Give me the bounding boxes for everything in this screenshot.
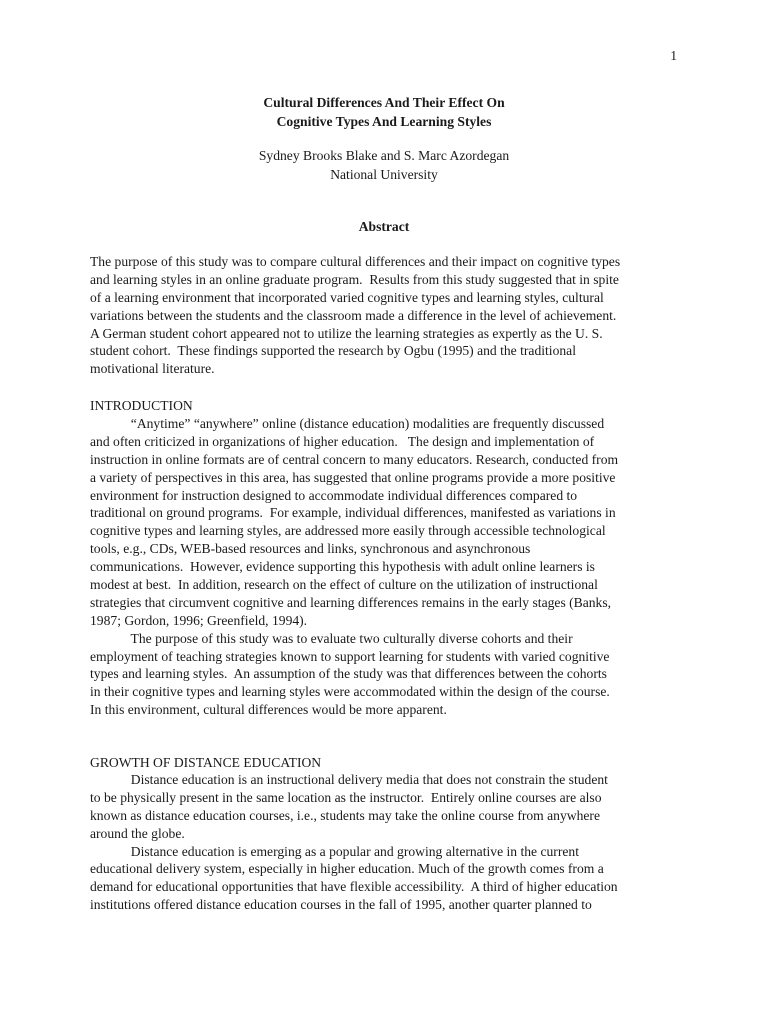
text-line: communications. However, evidence supporting this hypothesis with adult online learners is	[90, 559, 595, 575]
text-line: The purpose of this study was to evaluate two culturally diverse cohorts and their	[90, 630, 573, 646]
page-number: 1	[670, 48, 677, 63]
text-line: “Anytime” “anywhere” online (distance education) modalities are frequently discussed	[90, 416, 605, 431]
text-line: modest at best. In addition, research on the effect of culture on the utilization of instructional	[90, 577, 598, 593]
text-line: motivational literature.	[90, 361, 215, 377]
text-line: student cohort. These findings supported the research by Ogbu (1995) and the traditional	[90, 343, 576, 359]
introduction-heading: INTRODUCTION	[90, 398, 193, 413]
text-line: and learning styles in an online graduate program. Results from this study suggested that in spite	[90, 271, 619, 287]
text-line: 1987; Gordon, 1996; Greenfield, 1994).	[90, 612, 308, 628]
text-line: around the globe.	[90, 825, 185, 841]
text-line: A German student cohort appeared not to utilize the learning strategies as expertly as the U. S.	[90, 325, 603, 341]
growth-heading: GROWTH OF DISTANCE EDUCATION	[90, 755, 322, 770]
text-line: known as distance education courses, i.e., students may take the online course from anywhere	[90, 807, 600, 823]
text-line: In this environment, cultural differences would be more apparent.	[90, 702, 447, 718]
text-line: tools, e.g., CDs, WEB-based resources and links, synchronous and asynchronous	[90, 541, 531, 557]
growth-body	[90, 771, 686, 914]
text-line: a variety of perspectives in this area, has suggested that online programs provide a more positive	[90, 469, 616, 485]
affiliation: National University	[330, 166, 438, 182]
text-line: cognitive types and learning styles, are addressed more easily through accessible technological	[90, 523, 606, 539]
text-line: traditional on ground programs. For example, individual differences, manifested as variations in	[90, 505, 616, 521]
text-line: environment for instruction designed to accommodate individual differences compared to	[90, 487, 578, 503]
abstract-body	[90, 253, 686, 378]
introduction-body	[90, 415, 686, 719]
text-line: demand for educational opportunities that have flexible accessibility. A third of higher education	[90, 879, 618, 895]
text-line: instruction in online formats are of central concern to many educators. Research, conducted from	[90, 451, 619, 467]
text-line: employment of teaching strategies known to support learning for students with varied cognitive	[90, 648, 610, 664]
text-line: to be physically present in the same location as the instructor. Entirely online courses are also	[90, 789, 602, 805]
authors: Sydney Brooks Blake and S. Marc Azordegan	[258, 148, 510, 163]
text-line: educational delivery system, especially in higher education. Much of the growth comes from a	[90, 861, 604, 877]
text-line: variations between the students and the classroom made a difference in the level of achievement.	[90, 307, 617, 323]
text-line: in their cognitive types and learning styles were accommodated within the design of the course.	[90, 684, 610, 700]
text-line: institutions offered distance education courses in the fall of 1995, another quarter planned to	[90, 897, 592, 913]
text-line: Distance education is emerging as a popular and growing alternative in the current	[90, 843, 579, 859]
paper-title	[0, 94, 768, 131]
text-line: Distance education is an instructional delivery media that does not constrain the student	[90, 772, 608, 787]
text-line: types and learning styles. An assumption of the study was that differences between the cohorts	[90, 666, 607, 682]
title-line: Cognitive Types And Learning Styles	[276, 113, 492, 129]
text-line: The purpose of this study was to compare cultural differences and their impact on cognitive types	[90, 254, 621, 269]
author-block	[0, 147, 768, 184]
text-line: strategies that circumvent cognitive and learning differences remains in the early stages (Banks,	[90, 594, 612, 610]
abstract-heading: Abstract	[358, 219, 410, 234]
title-line: Cultural Differences And Their Effect On	[263, 95, 505, 110]
text-line: and often criticized in organizations of higher education. The design and implementation of	[90, 433, 595, 449]
text-line: of a learning environment that incorporated varied cognitive types and learning styles, cultural	[90, 289, 604, 305]
